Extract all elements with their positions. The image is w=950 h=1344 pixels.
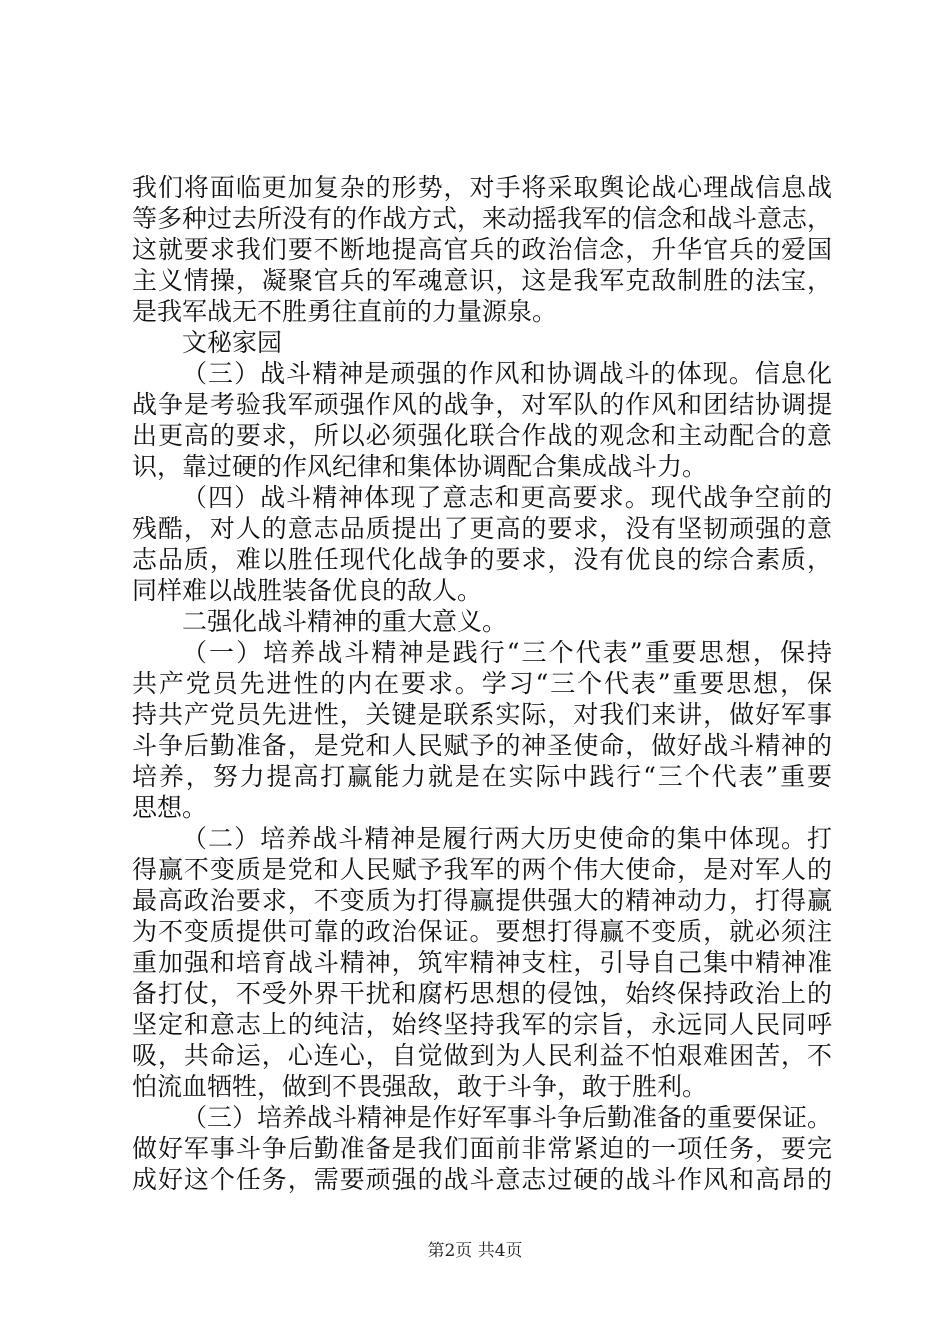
body-text-line: 做好军事斗争后勤准备是我们面前非常紧迫的一项任务，要完	[132, 1134, 832, 1163]
body-text-line: 成好这个任务，需要顽强的战斗意志过硬的战斗作风和高昂的	[132, 1165, 832, 1194]
page-number-footer: 第2页 共4页	[427, 1241, 523, 1261]
body-text-line: 为不变质提供可靠的政治保证。要想打得赢不变质，就必须注	[132, 917, 832, 946]
body-text-line: 吸，共命运，心连心，自觉做到为人民利益不怕艰难困苦，不	[132, 1041, 832, 1070]
body-text-line: 是我军战无不胜勇往直前的力量源泉。	[132, 297, 558, 326]
body-text-line: 培养，努力提高打赢能力就是在实际中践行“三个代表”重要	[132, 762, 832, 791]
paragraph-heading-line: （二）培养战斗精神是履行两大历史使命的集中体现。打	[182, 824, 832, 853]
body-text-line: 重加强和培育战斗精神，筑牢精神支柱，引导自己集中精神准	[132, 948, 832, 977]
body-text-line: 等多种过去所没有的作战方式，来动摇我军的信念和战斗意志，	[132, 204, 833, 233]
body-text-line: 怕流血牺牲，做到不畏强敌，敢于斗争，敢于胜利。	[132, 1072, 708, 1101]
body-text-line: 斗争后勤准备，是党和人民赋予的神圣使命，做好战斗精神的	[132, 731, 832, 760]
section-heading: 二强化战斗精神的重大意义。	[182, 607, 508, 636]
body-text-line: 我们将面临更加复杂的形势，对手将采取舆论战心理战信息战	[132, 173, 832, 202]
body-text-line: 坚定和意志上的纯洁，始终坚持我军的宗旨，永远同人民同呼	[132, 1010, 832, 1039]
body-text-line: 主义情操，凝聚官兵的军魂意识，这是我军克敌制胜的法宝，	[132, 266, 832, 295]
body-text-line: 共产党员先进性的内在要求。学习“三个代表”重要思想，保	[132, 669, 832, 698]
body-text-line: 持共产党员先进性，关键是联系实际，对我们来讲，做好军事	[132, 700, 832, 729]
body-text-line: 战争是考验我军顽强作风的战争，对军队的作风和团结协调提	[132, 390, 832, 419]
body-text-line: 这就要求我们要不断地提高官兵的政治信念，升华官兵的爱国	[132, 235, 832, 264]
body-text-line: 同样难以战胜装备优良的敌人。	[132, 576, 483, 605]
inline-note: 文秘家园	[182, 328, 283, 357]
body-text-line: 志品质，难以胜任现代化战争的要求，没有优良的综合素质，	[132, 545, 832, 574]
body-text-line: 残酷，对人的意志品质提出了更高的要求，没有坚韧顽强的意	[132, 514, 832, 543]
paragraph-heading-line: （一）培养战斗精神是践行“三个代表”重要思想，保持	[182, 638, 832, 667]
body-text-line: 识，靠过硬的作风纪律和集体协调配合集成战斗力。	[132, 452, 708, 481]
body-text-line: 备打仗，不受外界干扰和腐朽思想的侵蚀，始终保持政治上的	[132, 979, 832, 1008]
body-text-line: 出更高的要求，所以必须强化联合作战的观念和主动配合的意	[132, 421, 832, 450]
body-text-line: 得赢不变质是党和人民赋予我军的两个伟大使命，是对军人的	[132, 855, 832, 884]
body-text-line: 思想。	[132, 793, 208, 822]
paragraph-heading-line: （三）战斗精神是顽强的作风和协调战斗的体现。信息化	[182, 359, 832, 388]
paragraph-heading-line: （四）战斗精神体现了意志和更高要求。现代战争空前的	[182, 483, 832, 512]
body-text-line: 最高政治要求，不变质为打得赢提供强大的精神动力，打得赢	[132, 886, 832, 915]
paragraph-heading-line: （三）培养战斗精神是作好军事斗争后勤准备的重要保证。	[182, 1103, 833, 1132]
